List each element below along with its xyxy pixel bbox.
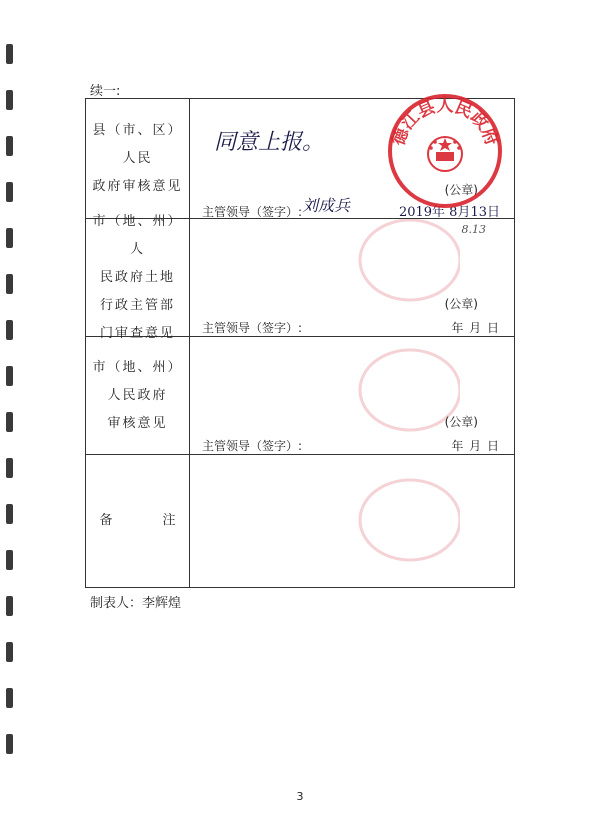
binding-hole [6, 182, 13, 202]
signer-label: 主管领导（签字）: [202, 205, 303, 219]
row-label [86, 337, 190, 454]
seal-label: (公章) [444, 183, 478, 197]
signer-label: 主管领导（签字）: [202, 439, 303, 453]
land-dept-opinion-row [86, 213, 514, 341]
row-label [86, 99, 190, 218]
handwritten-opinion: 同意上报。 [214, 130, 325, 155]
label-line: 人民政府 [107, 387, 168, 403]
handwritten-date: 2019年 8月13日 [398, 205, 500, 220]
label-line: 审核意见 [107, 415, 168, 431]
binding-hole [6, 44, 13, 64]
label-line: 县（市、区）人民 [92, 122, 183, 166]
label-char: 备 [99, 513, 113, 528]
binding-holes [4, 0, 16, 814]
handwritten-signature: 刘成兵 [302, 196, 351, 215]
label-char: 注 [162, 513, 176, 528]
binding-hole [6, 320, 13, 340]
national-emblem-icon [428, 137, 462, 171]
signer-label: 主管领导（签字）: [202, 321, 303, 335]
binding-hole [6, 504, 13, 524]
binding-hole [6, 734, 13, 754]
label-line: 政府审核意见 [92, 178, 183, 194]
row-label [86, 213, 190, 341]
binding-hole [6, 412, 13, 432]
binding-hole [6, 642, 13, 662]
date-line: 年 月 日 [451, 439, 500, 453]
binding-hole [6, 688, 13, 708]
binding-hole [6, 550, 13, 570]
opinion-cell [190, 337, 514, 454]
binding-hole [6, 136, 13, 156]
prepared-by: 制表人：李辉煌 [90, 596, 182, 611]
page-number: 3 [296, 790, 304, 803]
official-seal [380, 86, 510, 216]
label-line: 民政府土地 [99, 269, 175, 285]
continued-label: 续一: [90, 84, 121, 99]
seal-label: (公章) [444, 297, 478, 311]
city-opinion-row [86, 337, 514, 455]
label-line: 门审查意见 [99, 325, 175, 341]
binding-hole [6, 90, 13, 110]
binding-hole [6, 274, 13, 294]
label-line: 市（地、州）人 [92, 213, 183, 257]
ghost-date: 8.13 [461, 223, 486, 236]
opinion-cell [190, 219, 514, 336]
date-line: 年 月 日 [451, 321, 500, 335]
remarks-row [86, 455, 514, 587]
label-line: 市（地、州） [92, 359, 183, 375]
seal-label: (公章) [444, 415, 478, 429]
remarks-cell [190, 455, 514, 587]
label-line: 行政主管部 [99, 297, 175, 313]
binding-hole [6, 228, 13, 248]
binding-hole [6, 596, 13, 616]
binding-hole [6, 458, 13, 478]
row-label [86, 455, 190, 587]
seal-text: 德江县人民政府 [388, 96, 502, 149]
binding-hole [6, 366, 13, 386]
